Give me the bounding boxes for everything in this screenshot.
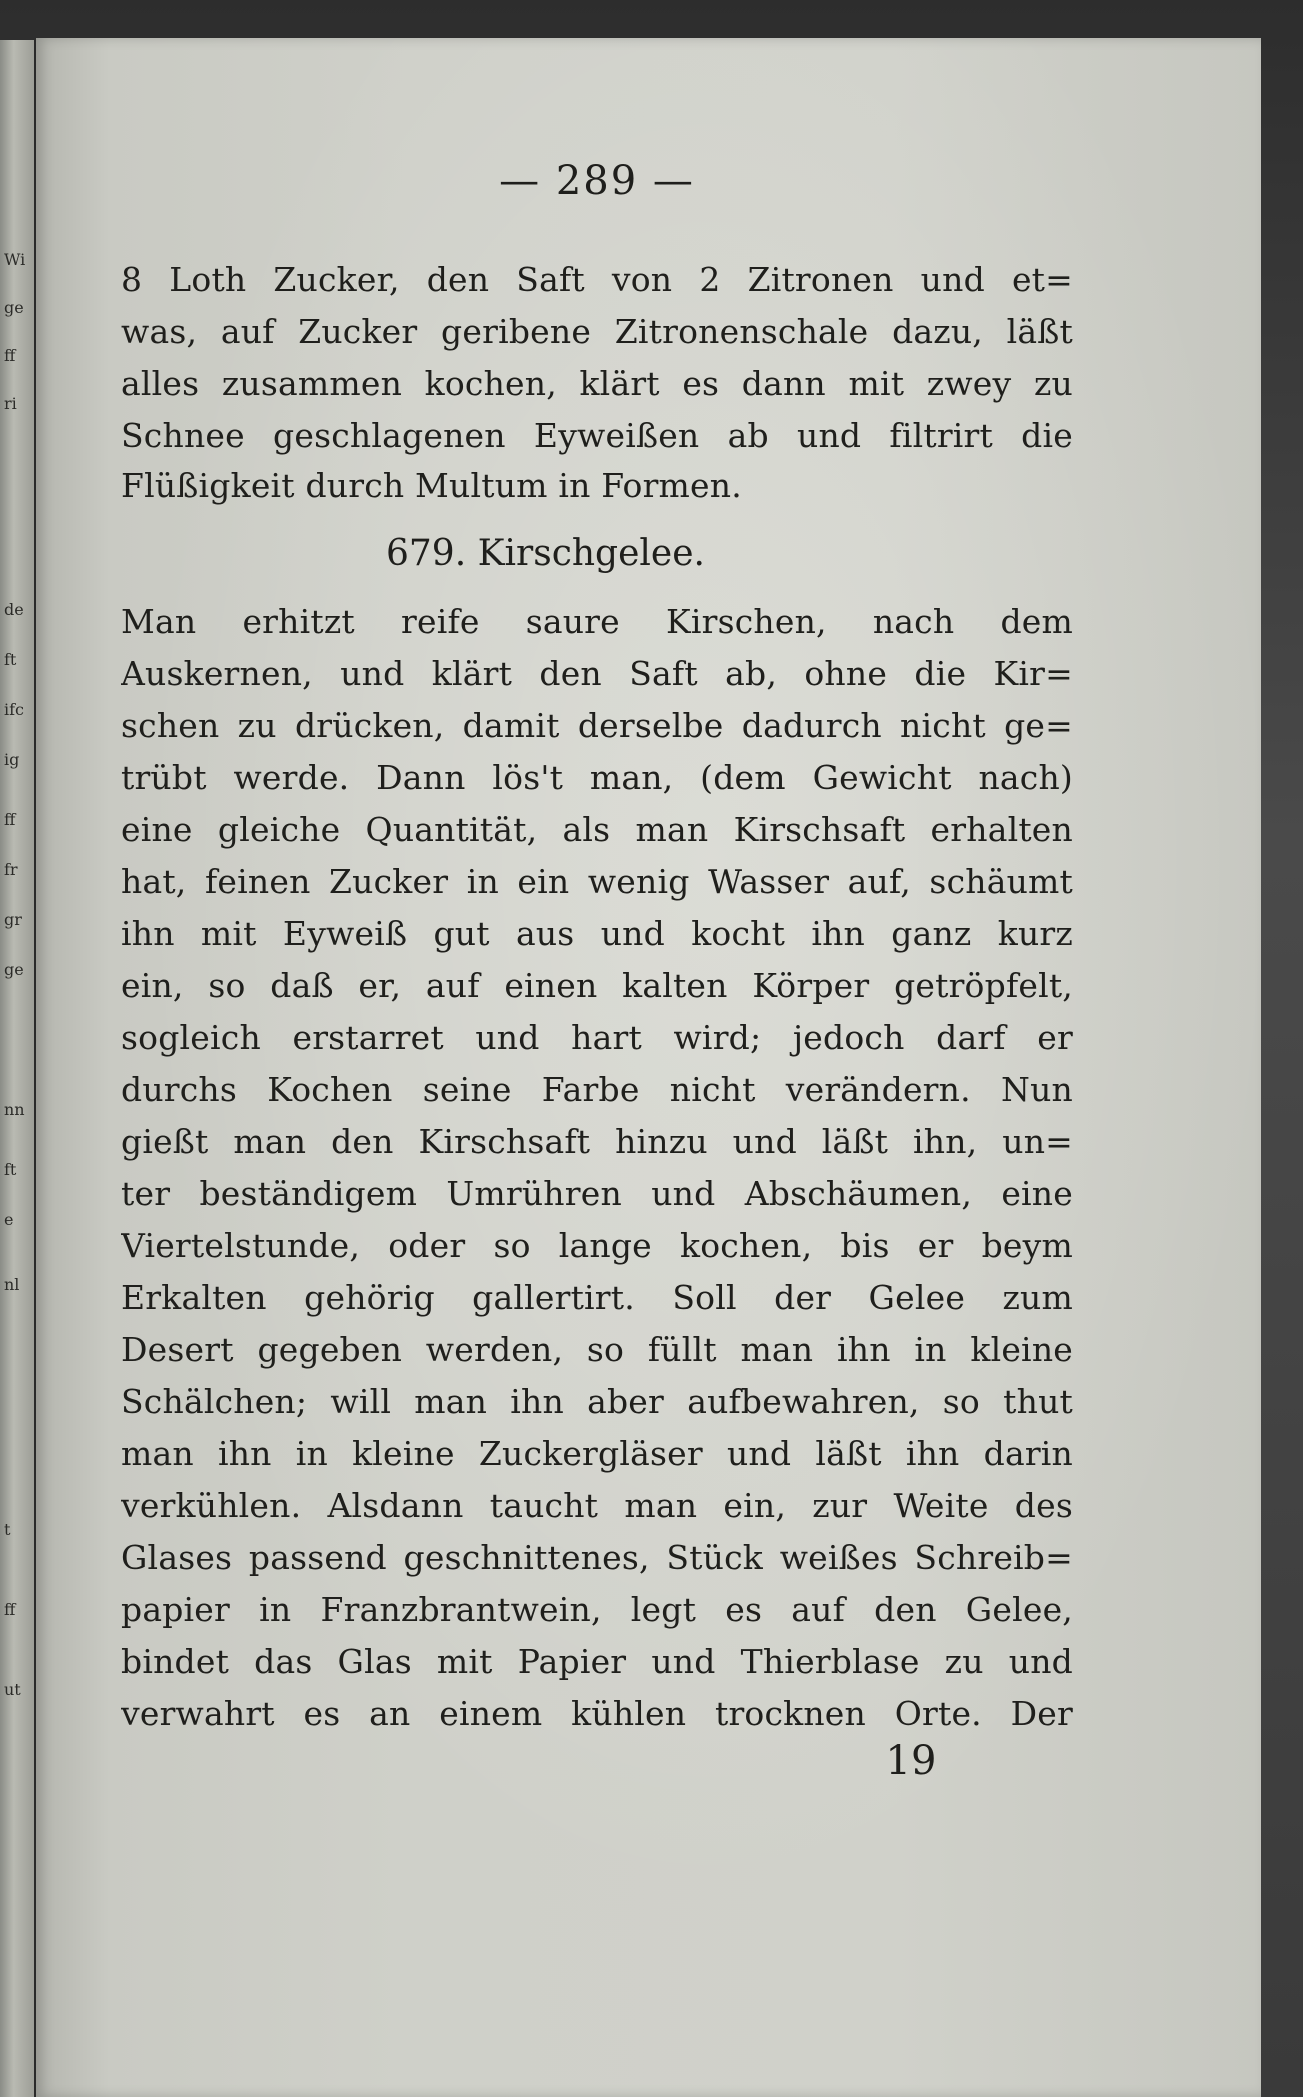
adjacent-page-edge: [0, 40, 36, 2097]
text-line: trübt werde. Dann lös't man, (dem Gewicht nach): [121, 758, 1073, 797]
text-line: eine gleiche Quantität, als man Kirschsaft erhalten: [121, 810, 1073, 849]
text-line: was, auf Zucker geribene Zitronenschale dazu, läßt: [121, 312, 1073, 351]
adjacent-page-fragment: ff: [4, 810, 16, 829]
text-line: Auskernen, und klärt den Saft ab, ohne die Kir=: [121, 654, 1073, 693]
text-line: Flüßigkeit durch Multum in Formen.: [121, 466, 742, 505]
text-line: verkühlen. Alsdann taucht man ein, zur Weite des: [121, 1486, 1073, 1525]
page-header: — 289 —: [499, 158, 695, 204]
adjacent-page-fragment: fr: [4, 860, 18, 879]
adjacent-page-fragment: ft: [4, 1160, 17, 1179]
adjacent-page-fragment: nn: [4, 1100, 25, 1119]
text-line: Man erhitzt reife saure Kirschen, nach dem: [121, 602, 1073, 641]
text-line: Schnee geschlagenen Eyweißen ab und filtrirt die: [121, 416, 1073, 455]
text-line: man ihn in kleine Zuckergläser und läßt ihn darin: [121, 1434, 1073, 1473]
text-line: verwahrt es an einem kühlen trocknen Orte. Der: [121, 1694, 1073, 1733]
text-line: bindet das Glas mit Papier und Thierblase zu und: [121, 1642, 1073, 1681]
signature-mark: 19: [885, 1738, 937, 1784]
text-line: papier in Franzbrantwein, legt es auf den Gelee,: [121, 1590, 1073, 1629]
adjacent-page-fragment: e: [4, 1210, 14, 1229]
adjacent-page-fragment: ig: [4, 750, 20, 769]
adjacent-page-fragment: de: [4, 600, 24, 619]
text-line: Viertelstunde, oder so lange kochen, bis er beym: [121, 1226, 1073, 1265]
text-line: ihn mit Eyweiß gut aus und kocht ihn ganz kurz: [121, 914, 1073, 953]
text-line: ter beständigem Umrühren und Abschäumen, eine: [121, 1174, 1073, 1213]
text-line: ein, so daß er, auf einen kalten Körper getröpfelt,: [121, 966, 1073, 1005]
adjacent-page-fragment: ge: [4, 298, 24, 317]
text-line: gießt man den Kirschsaft hinzu und läßt ihn, un=: [121, 1122, 1073, 1161]
text-line: durchs Kochen seine Farbe nicht verändern. Nun: [121, 1070, 1073, 1109]
adjacent-page-fragment: t: [4, 1520, 11, 1539]
adjacent-page-fragment: ff: [4, 1600, 16, 1619]
text-line: Glases passend geschnittenes, Stück weißes Schreib=: [121, 1538, 1073, 1577]
book-page: [36, 38, 1261, 2097]
text-line: Schälchen; will man ihn aber aufbewahren, so thut: [121, 1382, 1073, 1421]
text-line: schen zu drücken, damit derselbe dadurch nicht ge=: [121, 706, 1073, 745]
adjacent-page-fragment: ri: [4, 394, 17, 413]
adjacent-page-fragment: ifc: [4, 700, 24, 719]
adjacent-page-fragment: ge: [4, 960, 24, 979]
text-line: Erkalten gehörig gallertirt. Soll der Gelee zum: [121, 1278, 1073, 1317]
adjacent-page-fragment: gr: [4, 910, 22, 929]
text-line: 8 Loth Zucker, den Saft von 2 Zitronen und et=: [121, 260, 1073, 299]
adjacent-page-fragment: ut: [4, 1680, 21, 1699]
text-line: sogleich erstarret und hart wird; jedoch darf er: [121, 1018, 1073, 1057]
text-line: Desert gegeben werden, so füllt man ihn in kleine: [121, 1330, 1073, 1369]
adjacent-page-fragment: ff: [4, 346, 16, 365]
text-line: hat, feinen Zucker in ein wenig Wasser auf, schäumt: [121, 862, 1073, 901]
adjacent-page-fragment: nl: [4, 1275, 20, 1294]
text-line: alles zusammen kochen, klärt es dann mit zwey zu: [121, 364, 1073, 403]
adjacent-page-fragment: Wi: [4, 250, 26, 269]
section-heading: 679. Kirschgelee.: [386, 533, 705, 574]
adjacent-page-fragment: ft: [4, 650, 17, 669]
